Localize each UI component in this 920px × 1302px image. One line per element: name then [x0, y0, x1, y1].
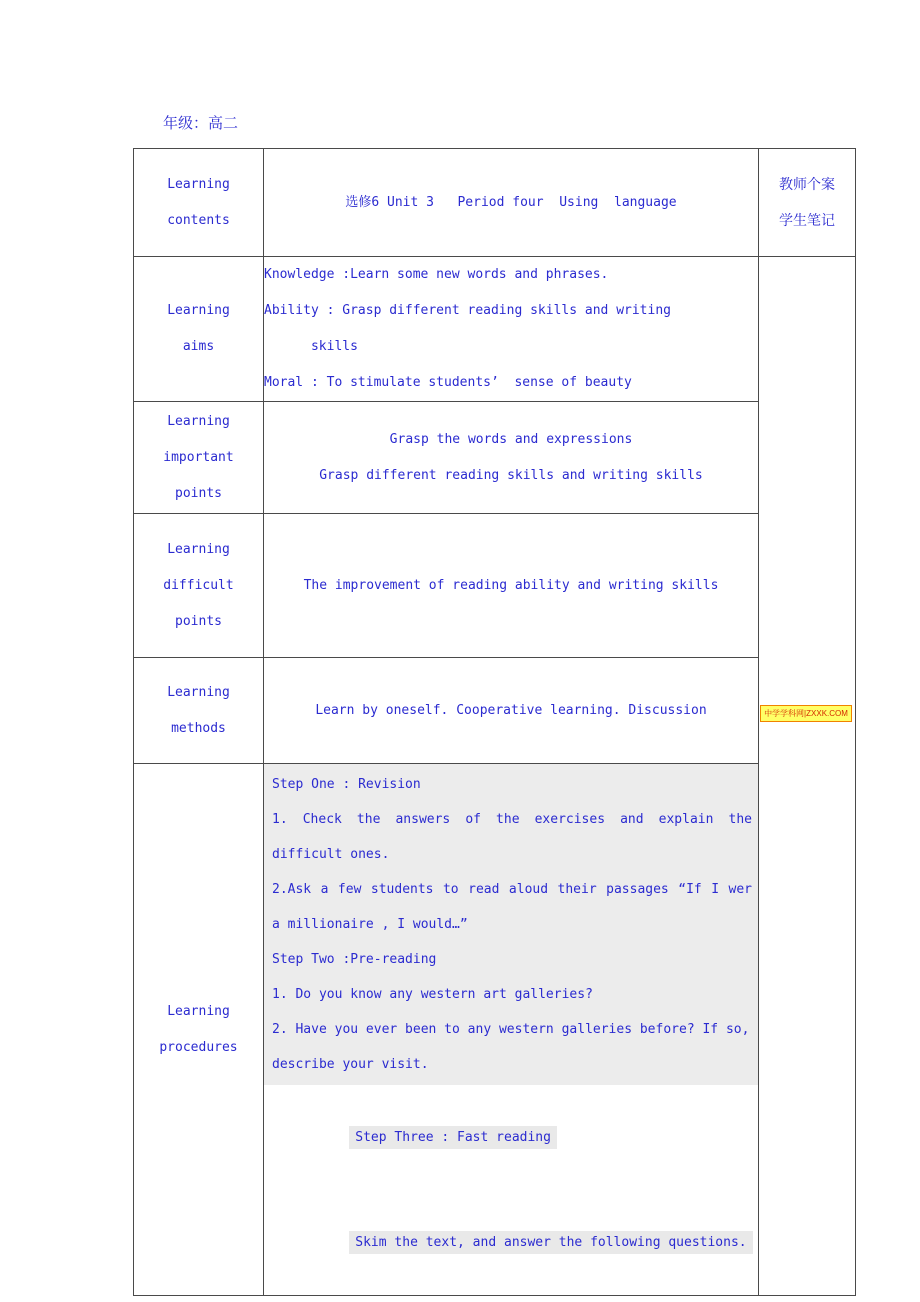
label-line: procedures: [159, 1039, 238, 1055]
procedure-line: 2.Ask a few students to read aloud their passages “If I wer: [272, 882, 752, 897]
table-row: [134, 257, 856, 402]
zxxk-watermark-badge: 中学学科网|ZXXK.COM: [760, 705, 852, 722]
important-point-line: Grasp different reading skills and writing skills: [319, 467, 703, 483]
procedure-highlighted-line: Skim the text, and answer the following questions.: [271, 1190, 758, 1295]
label-line: Learning: [167, 303, 230, 318]
cell-learning-contents: [264, 149, 759, 257]
important-point-line: Grasp the words and expressions: [389, 431, 633, 447]
aims-line: Knowledge :Learn some new words and phrases.: [264, 267, 609, 282]
label-line: points: [175, 485, 222, 501]
cell-learning-aims: [264, 257, 759, 402]
row-label-learning-difficult-points: [134, 514, 264, 658]
procedure-line: 2. Have you ever been to any western galleries before? If so,: [272, 1022, 750, 1037]
procedures-shaded-block: [264, 764, 758, 1085]
row-label-learning-procedures: [134, 764, 264, 1296]
procedure-line: 1. Check the answers of the exercises and explain the: [272, 812, 752, 827]
table-row: [134, 149, 856, 257]
cell-learning-important-points: [264, 402, 759, 514]
aims-line: Ability : Grasp different reading skills and writing: [264, 303, 671, 318]
lesson-plan-table: [133, 148, 856, 1296]
aims-line: skills: [264, 339, 358, 354]
label-line: Learning: [167, 1003, 230, 1019]
procedure-line: a millionaire , I would…”: [272, 917, 468, 932]
grade-label: 年级：高二: [163, 114, 239, 132]
procedure-line: Step Two :Pre-reading: [272, 952, 437, 967]
cell-learning-difficult-points: [264, 514, 759, 658]
procedure-line: Step One : Revision: [272, 777, 421, 792]
table-row: [134, 514, 856, 658]
label-line: difficult: [163, 577, 234, 593]
methods-line: Learn by oneself. Cooperative learning. Discussion: [315, 702, 707, 718]
table-row: [134, 402, 856, 514]
note-line: 学生笔记: [779, 212, 835, 229]
table-row: [134, 658, 856, 764]
procedure-line: difficult ones.: [272, 847, 390, 862]
note-line: 教师个案: [779, 176, 835, 193]
label-line: important: [163, 449, 234, 465]
procedure-line: 1. Do you know any western art galleries?: [272, 987, 593, 1002]
cell-teacher-notes-header: [759, 149, 856, 257]
label-line: aims: [182, 339, 215, 354]
label-line: points: [175, 613, 222, 629]
label-line: Learning: [167, 413, 230, 429]
difficult-point-line: The improvement of reading ability and writing skills: [303, 577, 719, 593]
row-label-learning-important-points: [134, 402, 264, 514]
label-line: Learning: [167, 684, 230, 700]
label-line: Learning: [167, 541, 230, 557]
label-line: contents: [167, 212, 230, 228]
label-line: methods: [171, 720, 226, 736]
lesson-title: 选修6 Unit 3 Period four Using language: [345, 194, 677, 210]
cell-learning-procedures: [264, 764, 759, 1296]
cell-teacher-notes-body: [759, 257, 856, 1296]
table-row: [134, 764, 856, 1296]
label-line: Learning: [167, 176, 230, 192]
row-label-learning-aims: [134, 257, 264, 402]
procedure-line: describe your visit.: [272, 1057, 429, 1072]
cell-learning-methods: [264, 658, 759, 764]
row-label-learning-contents: [134, 149, 264, 257]
procedure-highlighted-line: Step Three : Fast reading: [271, 1085, 758, 1190]
row-label-learning-methods: [134, 658, 264, 764]
aims-line: Moral : To stimulate students’ sense of beauty: [264, 375, 632, 390]
